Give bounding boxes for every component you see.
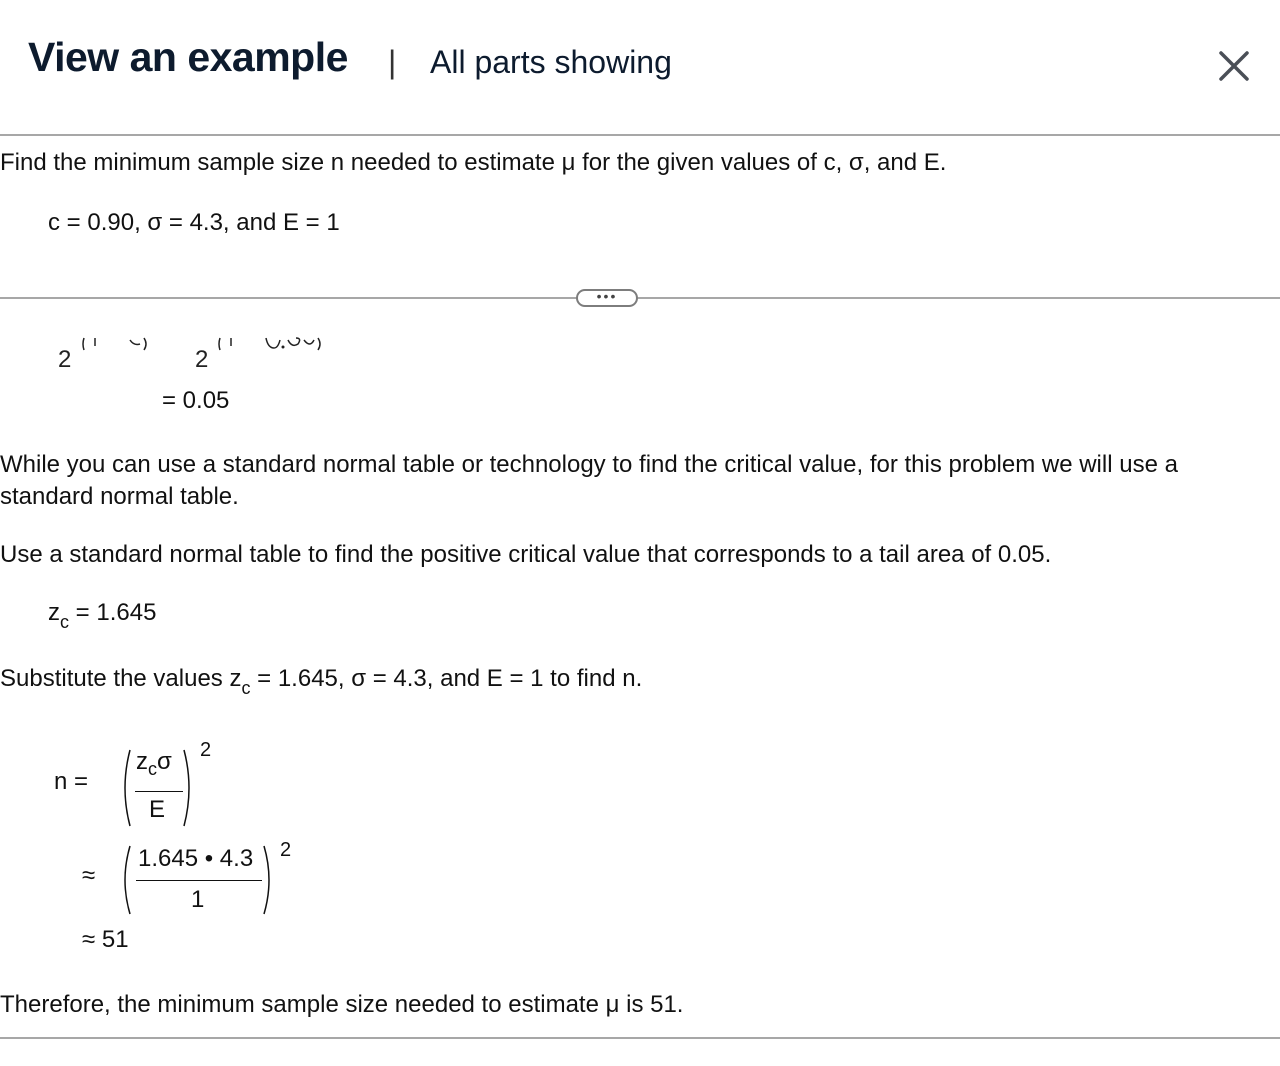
right-paren-1 [180,746,196,830]
exponent-1: 2 [200,739,212,761]
approx-sign-1: ≈ [82,862,96,889]
conclusion-text: Therefore, the minimum sample size needed to estimate μ is 51. [0,991,684,1018]
critical-value-instruction: Use a standard normal table to find the positive critical value that corresponds to a tail area of 0.05. [0,541,1052,568]
fraction1-numerator [136,746,172,779]
footer-divider [0,1037,1280,1039]
right-paren-2 [260,842,276,918]
title-separator: | [388,44,397,80]
close-button[interactable] [1210,42,1258,90]
substitute-subscript: c [241,678,251,698]
fraction2-denominator: 1 [191,886,205,913]
partial-result: = 0.05 [162,387,230,414]
partial-formula-fragment-a [78,336,158,354]
zc-value: = 1.645 [69,599,157,626]
zc-symbol: z [48,599,60,626]
num-z: z [136,748,148,775]
final-approx: ≈ 51 [82,926,129,953]
left-paren-2 [118,842,134,918]
section-divider [0,297,1280,299]
partial-two-b: 2 [195,346,209,373]
page-title: View an example [28,34,348,80]
substitute-post: = 1.645, σ = 4.3, and E = 1 to find n. [250,665,643,692]
substitute-instruction [0,663,642,696]
fraction2-bar [136,880,262,881]
parts-showing-label: All parts showing [430,44,672,80]
partial-formula-fragment-b [214,336,334,354]
substitute-pre: Substitute the values z [0,665,242,692]
zc-result [48,597,156,630]
fraction1-denominator: E [149,796,166,823]
expand-steps-button[interactable]: ••• [576,289,638,307]
partial-two-a: 2 [58,346,72,373]
problem-givens: c = 0.90, σ = 4.3, and E = 1 [48,209,340,236]
exponent-2: 2 [280,839,292,861]
header-divider [0,134,1280,136]
num-sigma: σ [157,748,172,775]
close-x-icon[interactable] [1210,42,1258,90]
critical-value-note: While you can use a standard normal table or technology to find the critical value, for this problem we will use a standard normal table. [0,451,1178,510]
example-header [0,0,1280,134]
num-z-sub: c [148,759,157,779]
fraction1-bar [135,791,183,792]
problem-statement: Find the minimum sample size n needed to estimate μ for the given values of c, σ, and E. [0,149,947,176]
left-paren-1 [118,746,134,830]
zc-subscript: c [60,612,69,632]
fraction2-numerator: 1.645 • 4.3 [138,845,254,872]
n-label: n = [54,768,89,795]
